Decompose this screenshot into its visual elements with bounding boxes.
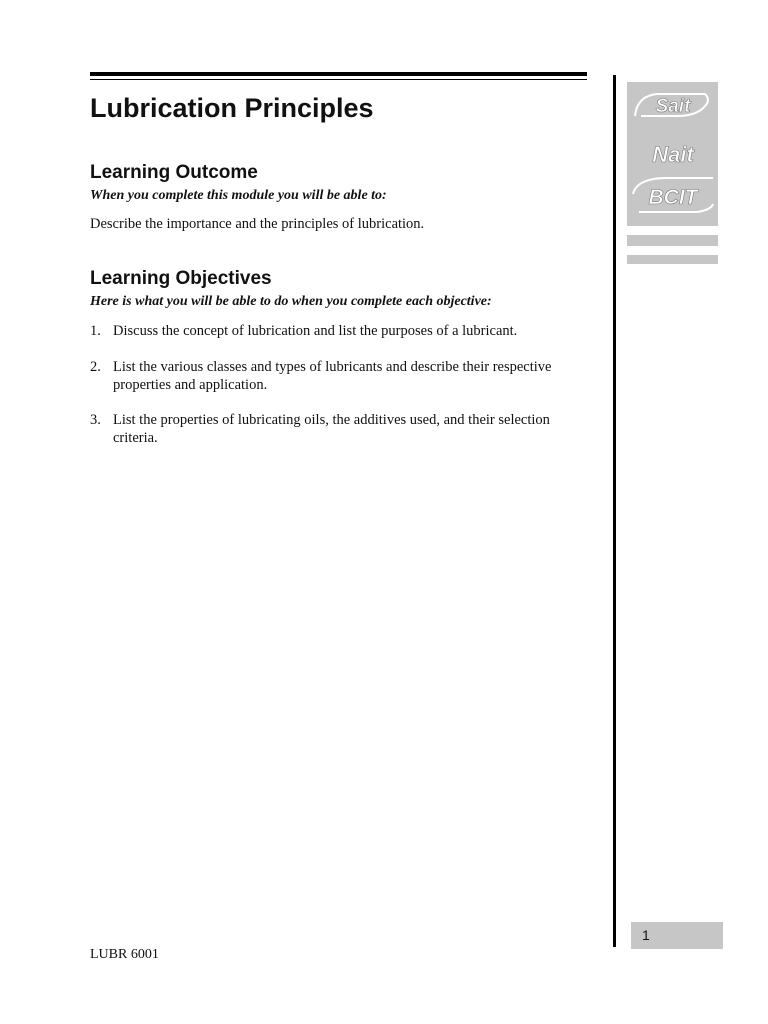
vertical-rule: [613, 75, 616, 947]
bcit-logo: [633, 178, 713, 212]
learning-objectives-heading: Learning Objectives: [90, 268, 272, 289]
page-number: 1: [642, 927, 650, 943]
institution-logos-graphic: [627, 82, 718, 226]
objective-item: [90, 411, 580, 447]
top-rule-thin: [90, 79, 587, 80]
learning-outcome-text: Describe the importance and the principles of lubrication.: [90, 216, 425, 232]
nait-logo-text: Nait: [652, 142, 694, 167]
objective-text: List the properties of lubricating oils, the additives used, and their selection criteria.: [113, 412, 550, 446]
learning-objectives-intro: Here is what you will be able to do when you complete each objective:: [90, 294, 492, 309]
page-title: Lubrication Principles: [90, 93, 374, 123]
objective-number: 1.: [90, 323, 101, 339]
sidebar-bar-2: [627, 255, 718, 264]
objective-item: [90, 358, 580, 394]
objective-text: Discuss the concept of lubrication and list the purposes of a lubricant.: [113, 323, 518, 339]
page-number-box: [631, 922, 723, 949]
learning-outcome-intro: When you complete this module you will be able to:: [90, 188, 387, 203]
objective-number: 2.: [90, 359, 101, 375]
institution-logo-panel: [627, 82, 718, 226]
top-rule-thick: [90, 72, 587, 76]
bcit-logo-text: BCIT: [648, 186, 698, 209]
nait-logo: [652, 142, 695, 167]
objective-text: List the various classes and types of lubricants and describe their respective properties and application.: [113, 359, 552, 393]
learning-outcome-heading: Learning Outcome: [90, 162, 258, 183]
sidebar-bar-1: [627, 235, 718, 246]
objective-number: 3.: [90, 412, 101, 428]
objective-item: [90, 322, 580, 340]
sait-logo: [635, 94, 708, 117]
footer-course-code: LUBR 6001: [90, 947, 159, 962]
sait-logo-text: Sait: [655, 96, 691, 117]
